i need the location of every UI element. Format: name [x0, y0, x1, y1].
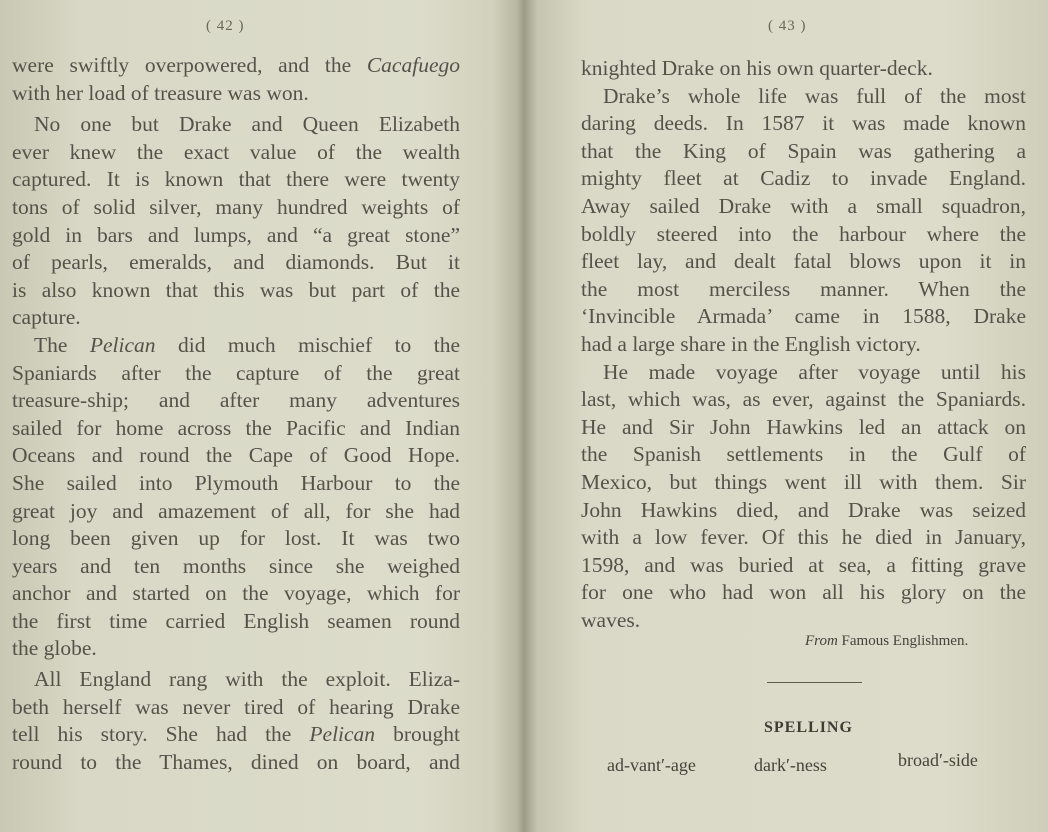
source-title: Famous Englishmen.	[841, 633, 969, 649]
source-attribution	[805, 633, 968, 650]
text-line: the Spanish settlements in the Gulf of	[581, 442, 1026, 467]
text-line: tons of solid silver, many hundred weights of	[12, 194, 460, 219]
text-line: boldly steered into the harbour where the	[581, 221, 1026, 246]
text-line: mighty fleet at Cadiz to invade England.	[581, 166, 1026, 191]
spelling-word: dark′-ness	[754, 755, 827, 775]
text-line: of pearls, emeralds, and diamonds. But it	[12, 250, 460, 275]
text-line: is also known that this was but part of the	[12, 277, 460, 302]
text-line: for one who had won all his glory on the	[581, 580, 1026, 605]
text-line: that the King of Spain was gathering a	[581, 138, 1026, 163]
text-line: treasure-ship; and after many adventures	[12, 388, 460, 413]
text-line: with a low fever. Of this he died in January,	[581, 525, 1026, 550]
text-fragment: were swiftly overpowered, and the Cacafuego	[12, 53, 460, 77]
text-line: All England rang with the exploit. Eliza-	[34, 667, 460, 692]
text-line: Oceans and round the Cape of Good Hope.	[12, 443, 460, 468]
left-page-text	[12, 52, 460, 776]
page-number-42: ( 42 )	[206, 18, 245, 34]
text-line: She sailed into Plymouth Harbour to the	[12, 470, 460, 495]
text-line: He made voyage after voyage until his	[603, 359, 1026, 384]
text-line: Mexico, but things went ill with them. Sir	[581, 469, 1026, 494]
text-line: waves.	[581, 607, 641, 632]
ship-name: Pelican	[309, 722, 376, 747]
right-page	[524, 0, 1048, 832]
text-line: round to the Thames, dined on board, and	[12, 749, 460, 774]
text-line: Away sailed Drake with a small squadron,	[581, 193, 1026, 218]
text-line: captured. It is known that there were twenty	[12, 167, 460, 192]
spelling-word: ad-vant′-age	[607, 755, 696, 775]
text-line: knighted Drake on his own quarter-deck.	[581, 56, 933, 80]
text-line: gold in bars and lumps, and “a great stone”	[12, 222, 460, 247]
text-line: daring deeds. In 1587 it was made known	[581, 111, 1026, 136]
text-line: fleet lay, and dealt fatal blows upon it in	[581, 249, 1026, 274]
text-line: with her load of treasure was won.	[12, 80, 309, 105]
spelling-heading: SPELLING	[764, 719, 853, 736]
text-line: years and ten months since she weighed	[12, 553, 460, 578]
ship-name: Pelican	[89, 332, 156, 357]
text-line: ever knew the exact value of the wealth	[12, 139, 460, 164]
page-number-43: ( 43 )	[768, 18, 807, 34]
text-line: great joy and amazement of all, for she had	[12, 498, 460, 523]
text-line: ‘Invincible Armada’ came in 1588, Drake	[581, 304, 1026, 329]
text-line: Drake’s whole life was full of the most	[603, 83, 1026, 108]
text-line: had a large share in the English victory.	[581, 331, 921, 356]
right-page-text	[581, 55, 1026, 634]
left-page	[0, 0, 520, 832]
text-line	[12, 332, 460, 360]
source-from: From	[805, 633, 838, 649]
text-line: sailed for home across the Pacific and Indian	[12, 415, 460, 440]
text-line	[12, 721, 460, 749]
text-line: last, which was, as ever, against the Spaniards.	[581, 387, 1026, 412]
text-line	[12, 52, 460, 80]
spelling-word: broad′-side	[898, 750, 978, 770]
text-line: Spaniards after the capture of the great	[12, 360, 460, 385]
ship-name: Cacafuego	[366, 53, 460, 77]
text-line: the first time carried English seamen round	[12, 608, 460, 633]
text-line: 1598, and was buried at sea, a fitting grave	[581, 552, 1026, 577]
text-fragment: tell his story. She had the Pelican brought	[12, 722, 460, 747]
text-line: the globe.	[12, 636, 97, 661]
text-line: He and Sir John Hawkins led an attack on	[581, 414, 1026, 439]
text-line: capture.	[12, 305, 81, 330]
text-line: No one but Drake and Queen Elizabeth	[34, 112, 460, 137]
text-fragment: The Pelican did much mischief to the	[34, 332, 460, 357]
section-divider	[767, 682, 862, 683]
text-line: anchor and started on the voyage, which for	[12, 581, 460, 606]
text-line: long been given up for lost. It was two	[12, 526, 460, 551]
text-line: the most merciless manner. When the	[581, 276, 1026, 301]
text-line: beth herself was never tired of hearing Drake	[12, 694, 460, 719]
text-line: John Hawkins died, and Drake was seized	[581, 497, 1026, 522]
